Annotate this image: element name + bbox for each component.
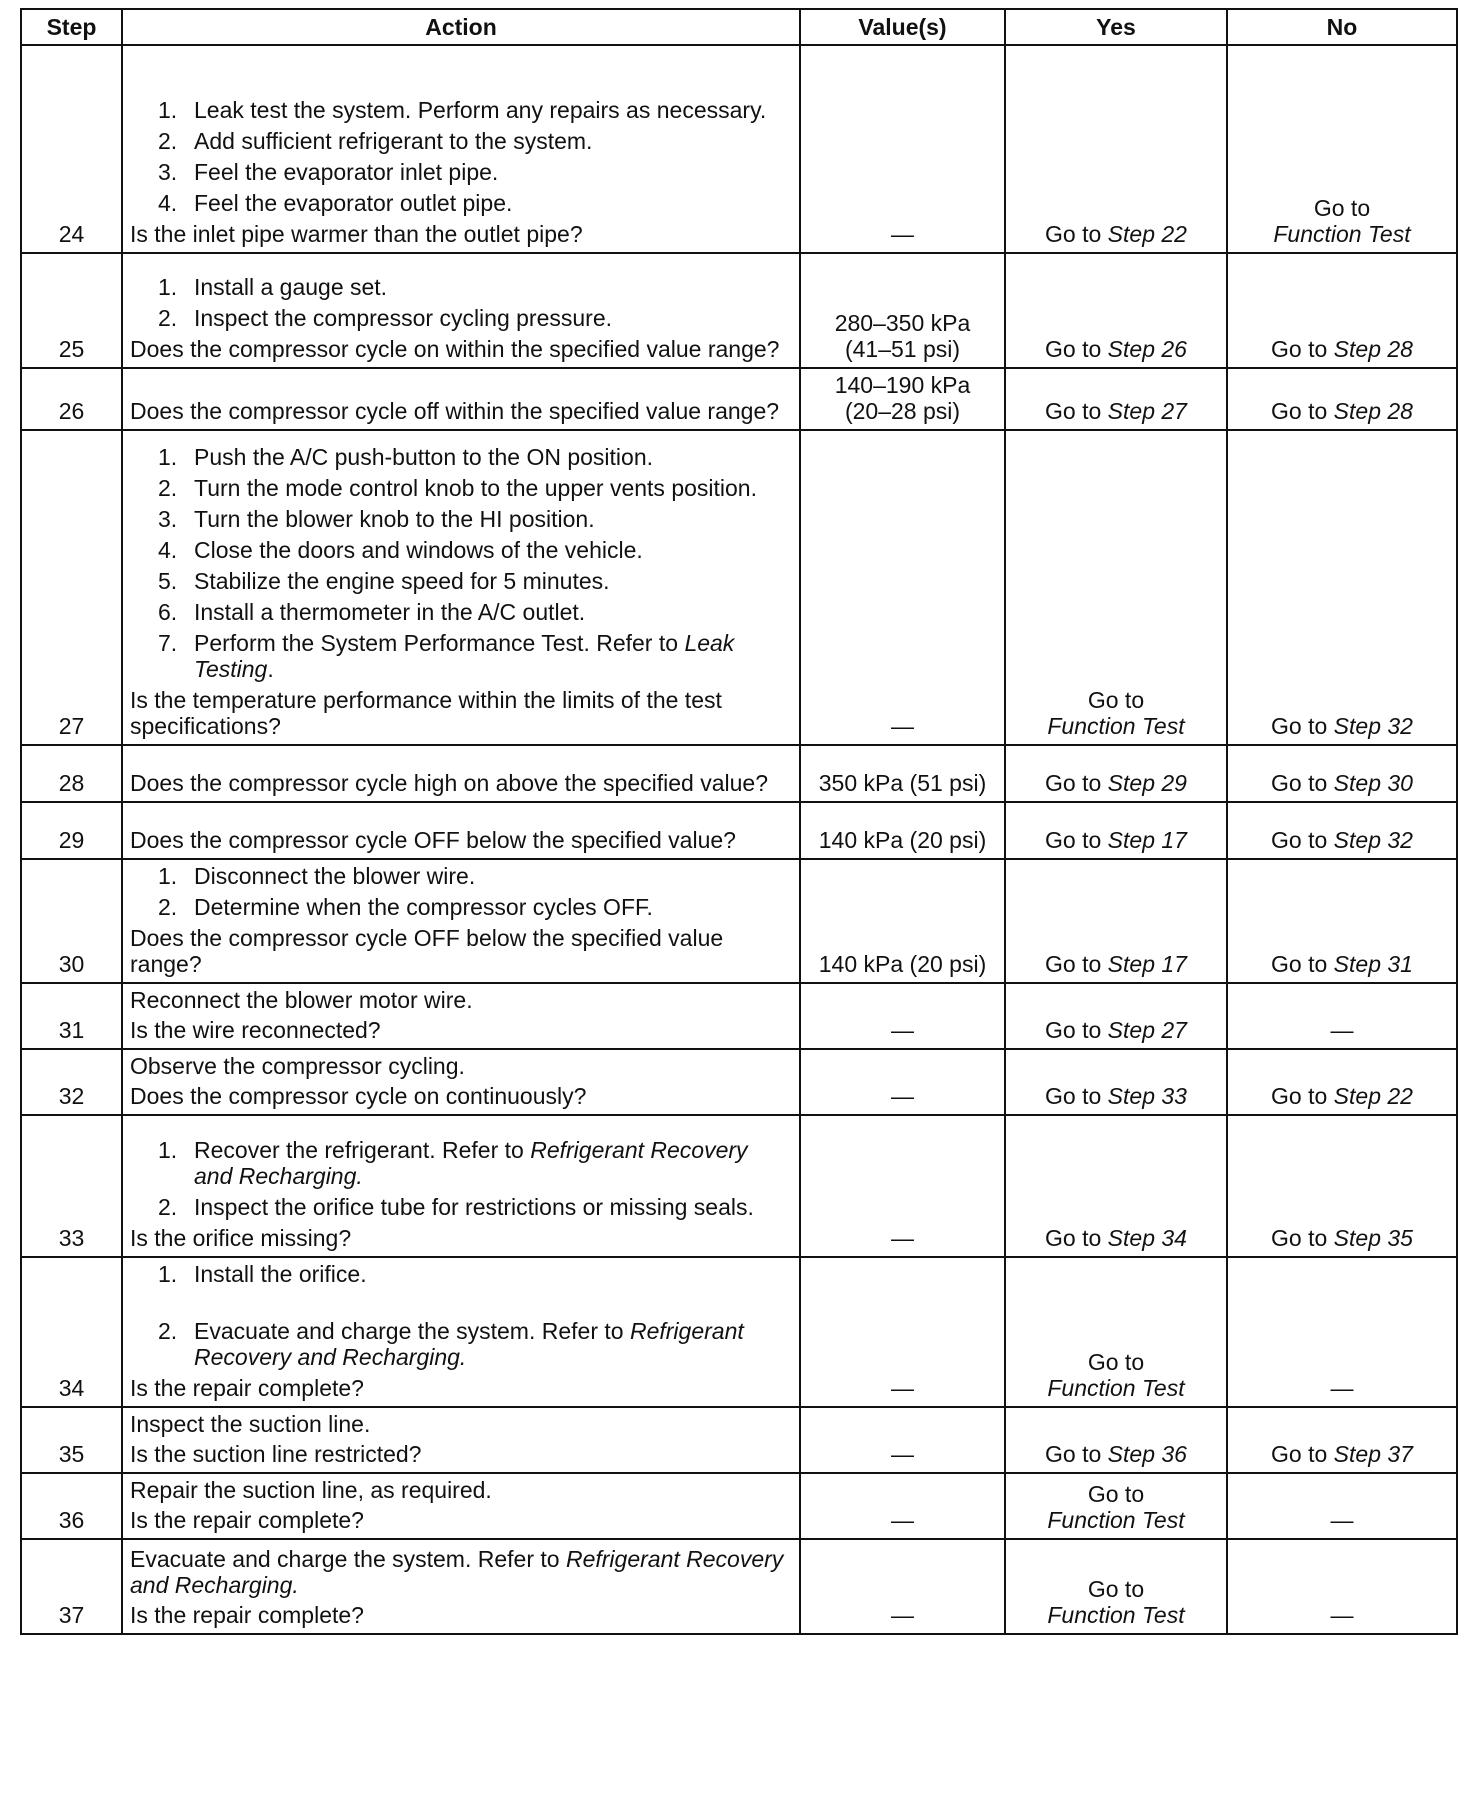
table-row: [21, 1049, 1457, 1115]
question-text: Does the compressor cycle high on above the specified value?: [130, 770, 768, 796]
yes-cell: Go to Step 33: [1005, 1049, 1227, 1115]
value-cell: —: [800, 983, 1005, 1049]
list-item: 5. Stabilize the engine speed for 5 minutes.: [158, 568, 610, 594]
list-item: 3. Turn the blower knob to the HI position.: [158, 506, 595, 532]
instruction-text: Repair the suction line, as required.: [130, 1477, 492, 1503]
value-cell: 280–350 kPa (41–51 psi): [800, 253, 1005, 368]
step-number: 37: [21, 1539, 122, 1634]
action-cell: [122, 1407, 800, 1473]
yes-cell: Go to Function Test: [1005, 1257, 1227, 1407]
value-cell: —: [800, 1115, 1005, 1257]
no-cell: Go to Step 32: [1227, 802, 1457, 859]
no-cell: Go to Step 37: [1227, 1407, 1457, 1473]
instruction-text: Reconnect the blower motor wire.: [130, 987, 473, 1013]
step-reference: Step 17: [1107, 951, 1187, 977]
table-row: [21, 1257, 1457, 1407]
step-reference: Step 22: [1107, 221, 1187, 247]
question-text: Does the compressor cycle off within the specified value range?: [130, 398, 780, 424]
document-page: [20, 8, 1458, 1635]
no-cell: Go to Function Test: [1227, 45, 1457, 253]
step-number: 36: [21, 1473, 122, 1539]
table-row: [21, 1539, 1457, 1634]
instruction-text: Observe the compressor cycling.: [130, 1053, 465, 1079]
yes-cell: Go to Step 27: [1005, 368, 1227, 430]
list-item: 4. Close the doors and windows of the vehicle.: [158, 537, 643, 563]
action-cell: [122, 1257, 800, 1407]
value-cell: 140 kPa (20 psi): [800, 859, 1005, 983]
step-reference: Function Test: [1273, 221, 1411, 247]
diagnostic-table: [20, 8, 1458, 1635]
list-item: 2. Determine when the compressor cycles OFF.: [158, 894, 653, 920]
yes-cell: Go to Step 17: [1005, 859, 1227, 983]
list-item: 2. Add sufficient refrigerant to the system.: [158, 128, 593, 154]
no-cell: —: [1227, 1473, 1457, 1539]
value-cell: —: [800, 1049, 1005, 1115]
no-cell: —: [1227, 983, 1457, 1049]
no-cell: Go to Step 28: [1227, 368, 1457, 430]
table-row: [21, 802, 1457, 859]
yes-cell: Go to Step 22: [1005, 45, 1227, 253]
action-cell: [122, 745, 800, 802]
step-reference: Step 35: [1333, 1225, 1413, 1251]
no-cell: Go to Step 28: [1227, 253, 1457, 368]
table-header-row: [21, 9, 1457, 45]
question-text: Is the inlet pipe warmer than the outlet pipe?: [130, 221, 583, 247]
step-reference: Function Test: [1047, 713, 1185, 739]
step-number: 30: [21, 859, 122, 983]
list-item: 1. Install the orifice.: [158, 1261, 367, 1287]
yes-cell: Go to Function Test: [1005, 430, 1227, 745]
action-cell: [122, 430, 800, 745]
yes-cell: Go to Step 36: [1005, 1407, 1227, 1473]
question-text: Is the orifice missing?: [130, 1225, 352, 1251]
step-reference: Function Test: [1047, 1507, 1185, 1533]
instruction-text: Inspect the suction line.: [130, 1411, 371, 1437]
action-cell: [122, 859, 800, 983]
table-row: [21, 1115, 1457, 1257]
list-item: 2. Inspect the compressor cycling pressure.: [158, 305, 613, 331]
step-number: 25: [21, 253, 122, 368]
list-item: 2. Evacuate and charge the system. Refer to Refrigerant Recovery and Recharging.: [158, 1318, 744, 1370]
step-number: 35: [21, 1407, 122, 1473]
question-text: Is the repair complete?: [130, 1375, 364, 1401]
no-cell: —: [1227, 1257, 1457, 1407]
value-cell: —: [800, 1473, 1005, 1539]
step-number: 28: [21, 745, 122, 802]
table-row: [21, 1473, 1457, 1539]
list-item: 1. Leak test the system. Perform any repairs as necessary.: [158, 97, 767, 123]
header-step: Step: [21, 9, 122, 45]
step-reference: Step 32: [1333, 713, 1413, 739]
instruction-text: Evacuate and charge the system. Refer to Refrigerant Recovery and Recharging.: [130, 1546, 784, 1598]
table-row: [21, 1407, 1457, 1473]
table-row: [21, 253, 1457, 368]
value-cell: —: [800, 1539, 1005, 1634]
question-text: Does the compressor cycle on within the specified value range?: [130, 336, 780, 362]
step-reference: Step 32: [1333, 827, 1413, 853]
list-item: 4. Feel the evaporator outlet pipe.: [158, 190, 513, 216]
action-cell: [122, 45, 800, 253]
table-row: [21, 430, 1457, 745]
list-item: 7. Perform the System Performance Test. Refer to Leak Testing.: [158, 630, 735, 682]
list-item: 1. Install a gauge set.: [158, 274, 388, 300]
manual-reference: Refrigerant Recovery and Recharging.: [130, 1546, 784, 1598]
no-cell: Go to Step 30: [1227, 745, 1457, 802]
step-number: 29: [21, 802, 122, 859]
value-cell: —: [800, 430, 1005, 745]
step-number: 26: [21, 368, 122, 430]
action-cell: [122, 1539, 800, 1634]
yes-cell: Go to Step 27: [1005, 983, 1227, 1049]
question-text: Is the temperature performance within the limits of the test specifications?: [130, 687, 722, 739]
list-item: 1. Disconnect the blower wire.: [158, 863, 476, 889]
step-reference: Step 29: [1107, 770, 1187, 796]
header-values: Value(s): [800, 9, 1005, 45]
step-reference: Step 27: [1107, 398, 1187, 424]
value-cell: —: [800, 45, 1005, 253]
action-cell: [122, 1115, 800, 1257]
step-reference: Function Test: [1047, 1375, 1185, 1401]
step-reference: Function Test: [1047, 1602, 1185, 1628]
table-row: [21, 859, 1457, 983]
step-reference: Step 37: [1333, 1441, 1413, 1467]
step-number: 27: [21, 430, 122, 745]
manual-reference: Leak Testing: [194, 630, 735, 682]
no-cell: —: [1227, 1539, 1457, 1634]
list-item: 2. Turn the mode control knob to the upper vents position.: [158, 475, 757, 501]
yes-cell: Go to Step 34: [1005, 1115, 1227, 1257]
step-number: 32: [21, 1049, 122, 1115]
no-cell: Go to Step 22: [1227, 1049, 1457, 1115]
action-cell: [122, 1049, 800, 1115]
action-cell: [122, 368, 800, 430]
table-row: [21, 368, 1457, 430]
list-item: 1. Recover the refrigerant. Refer to Refrigerant Recovery and Recharging.: [158, 1137, 748, 1189]
value-cell: 350 kPa (51 psi): [800, 745, 1005, 802]
value-cell: —: [800, 1407, 1005, 1473]
yes-cell: Go to Function Test: [1005, 1539, 1227, 1634]
manual-reference: Refrigerant Recovery and Recharging.: [194, 1318, 744, 1370]
list-item: 6. Install a thermometer in the A/C outlet.: [158, 599, 586, 625]
step-reference: Step 27: [1107, 1017, 1187, 1043]
value-cell: 140 kPa (20 psi): [800, 802, 1005, 859]
list-item: 2. Inspect the orifice tube for restrictions or missing seals.: [158, 1194, 754, 1220]
list-item: 3. Feel the evaporator inlet pipe.: [158, 159, 499, 185]
question-text: Is the wire reconnected?: [130, 1017, 381, 1043]
step-reference: Step 28: [1333, 398, 1413, 424]
step-reference: Step 26: [1107, 336, 1187, 362]
step-reference: Step 31: [1333, 951, 1413, 977]
step-number: 24: [21, 45, 122, 253]
action-cell: [122, 253, 800, 368]
question-text: Is the suction line restricted?: [130, 1441, 422, 1467]
value-cell: 140–190 kPa (20–28 psi): [800, 368, 1005, 430]
step-number: 33: [21, 1115, 122, 1257]
question-text: Does the compressor cycle OFF below the specified value range?: [130, 925, 724, 977]
action-cell: [122, 802, 800, 859]
step-reference: Step 30: [1333, 770, 1413, 796]
yes-cell: Go to Step 29: [1005, 745, 1227, 802]
step-number: 31: [21, 983, 122, 1049]
yes-cell: Go to Step 26: [1005, 253, 1227, 368]
table-row: [21, 983, 1457, 1049]
header-no: No: [1227, 9, 1457, 45]
step-number: 34: [21, 1257, 122, 1407]
no-cell: Go to Step 32: [1227, 430, 1457, 745]
step-reference: Step 36: [1107, 1441, 1187, 1467]
step-reference: Step 22: [1333, 1083, 1413, 1109]
step-reference: Step 33: [1107, 1083, 1187, 1109]
manual-reference: Refrigerant Recovery and Recharging.: [194, 1137, 748, 1189]
value-cell: —: [800, 1257, 1005, 1407]
no-cell: Go to Step 31: [1227, 859, 1457, 983]
question-text: Does the compressor cycle OFF below the specified value?: [130, 827, 736, 853]
header-action: Action: [122, 9, 800, 45]
yes-cell: Go to Step 17: [1005, 802, 1227, 859]
no-cell: Go to Step 35: [1227, 1115, 1457, 1257]
list-item: 1. Push the A/C push-button to the ON position.: [158, 444, 654, 470]
step-reference: Step 34: [1107, 1225, 1187, 1251]
question-text: Is the repair complete?: [130, 1602, 364, 1628]
question-text: Does the compressor cycle on continuously?: [130, 1083, 587, 1109]
header-yes: Yes: [1005, 9, 1227, 45]
table-row: [21, 45, 1457, 253]
step-reference: Step 17: [1107, 827, 1187, 853]
question-text: Is the repair complete?: [130, 1507, 364, 1533]
yes-cell: Go to Function Test: [1005, 1473, 1227, 1539]
action-cell: [122, 1473, 800, 1539]
table-row: [21, 745, 1457, 802]
step-reference: Step 28: [1333, 336, 1413, 362]
action-cell: [122, 983, 800, 1049]
